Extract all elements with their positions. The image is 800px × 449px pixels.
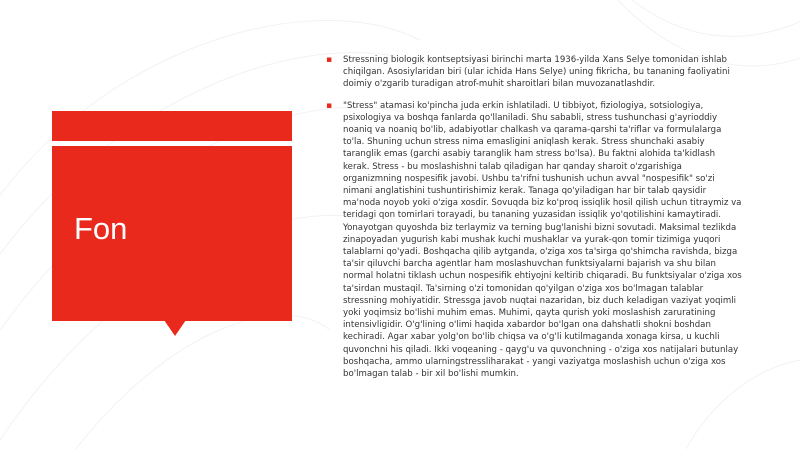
bullet-item [326,54,742,91]
bullet-item [326,100,742,381]
title-panel-pointer [164,320,186,336]
slide-content [326,54,742,389]
bullet-marker-icon: ▪ [326,100,333,111]
title-accent-strip [52,111,292,141]
bullet-marker-icon: ▪ [326,55,333,65]
bullet-text: Stressning biologik kontseptsiyasi birinchi marta 1936-yilda Xans Selye tomonidan ishlab chiqilgan. Asosiylaridan biri (ular ichida Hans Selye) uning fikricha, bu tananing faoliyatini doimiy o'zgarib turadigan atrof-muhit sharoitlari bilan muvozanatlashdir. [343,55,730,90]
slide-title: Fon [74,211,128,246]
bullet-text: "Stress" atamasi ko'pincha juda erkin ishlatiladi. U tibbiyot, fiziologiya, sotsiologiya, psixologiya va boshqa fanlarda qo'llaniladi. Shu sababli, stress tushunchasi g'ayrioddiy noaniq va noaniq bo'lib, adabiyotlar chalkash va qarama-qarshi ta'riflar va formulalarga to'la. Shuning uchun stress nima emasligini aniqlash kerak. Stress shunchaki asabiy taranglik emas (garchi asabiy taranglik ham stress bo'lsa). Bu faktni alohida ta'kidlash kerak. Stress - bu moslashishni talab qiladigan har qanday sharoit o'zgarishiga organizmning nospesifik javobi. Ushbu ta'rifni tushunish uchun avval "nospesifik" so'zi nimani anglatishini tushuntirishimiz kerak. Tanaga qo'yiladigan har bir talab qaysidir ma'noda noyob yoki o'ziga xosdir. Sovuqda biz ko'proq issiqlik hosil qilish uchun titraymiz va teridagi qon tomirlari torayadi, bu tananing yuzasidan issiqlik yo'qotilishini kamaytiradi. Yonayotgan quyoshda biz terlaymiz va terning bug'lanishi bizni sovutadi. Maksimal tezlikda zinapoyadan yugurish kabi mushak kuchi mushaklar va yurak-qon tomir tizimiga yuqori talablarni qo'yadi. Boshqacha qilib aytganda, o'ziga xos ta'sirga qo'shimcha ravishda, bizga ta'sir qiluvchi barcha agentlar ham moslashuvchan funktsiyalarni bajarish va shu bilan normal holatni tiklash uchun nospesifik ehtiyojni keltirib chiqaradi. Bu funktsiyalar o'ziga xos ta'sirdan mustaqil. Ta'sirning o'zi tomonidan qo'yilgan o'ziga xos bo'lmagan talablar stressning mohiyatidir. Stressga javob nuqtai nazaridan, biz duch keladigan vaziyat yoqimli yoki yoqimsiz bo'lishi muhim emas. Muhimi, qayta qurish yoki moslashish zaruratining intensivligidir. O'g'lining o'limi haqida xabardor bo'lgan ona dahshatli shokni boshdan kechiradi. Agar xabar yolg'on bo'lib chiqsa va o'g'li kutilmaganda xonaga kirsa, u kuchli quvonchni his qiladi. Ikki voqeaning - qayg'u va quvonchning - o'ziga xos natijalari butunlay boshqacha, ammo ularningstressliharakat - yangi vaziyatga moslashish uchun o'ziga xos bo'lmagan talab - bir xil bo'lishi mumkin. [343,100,742,380]
